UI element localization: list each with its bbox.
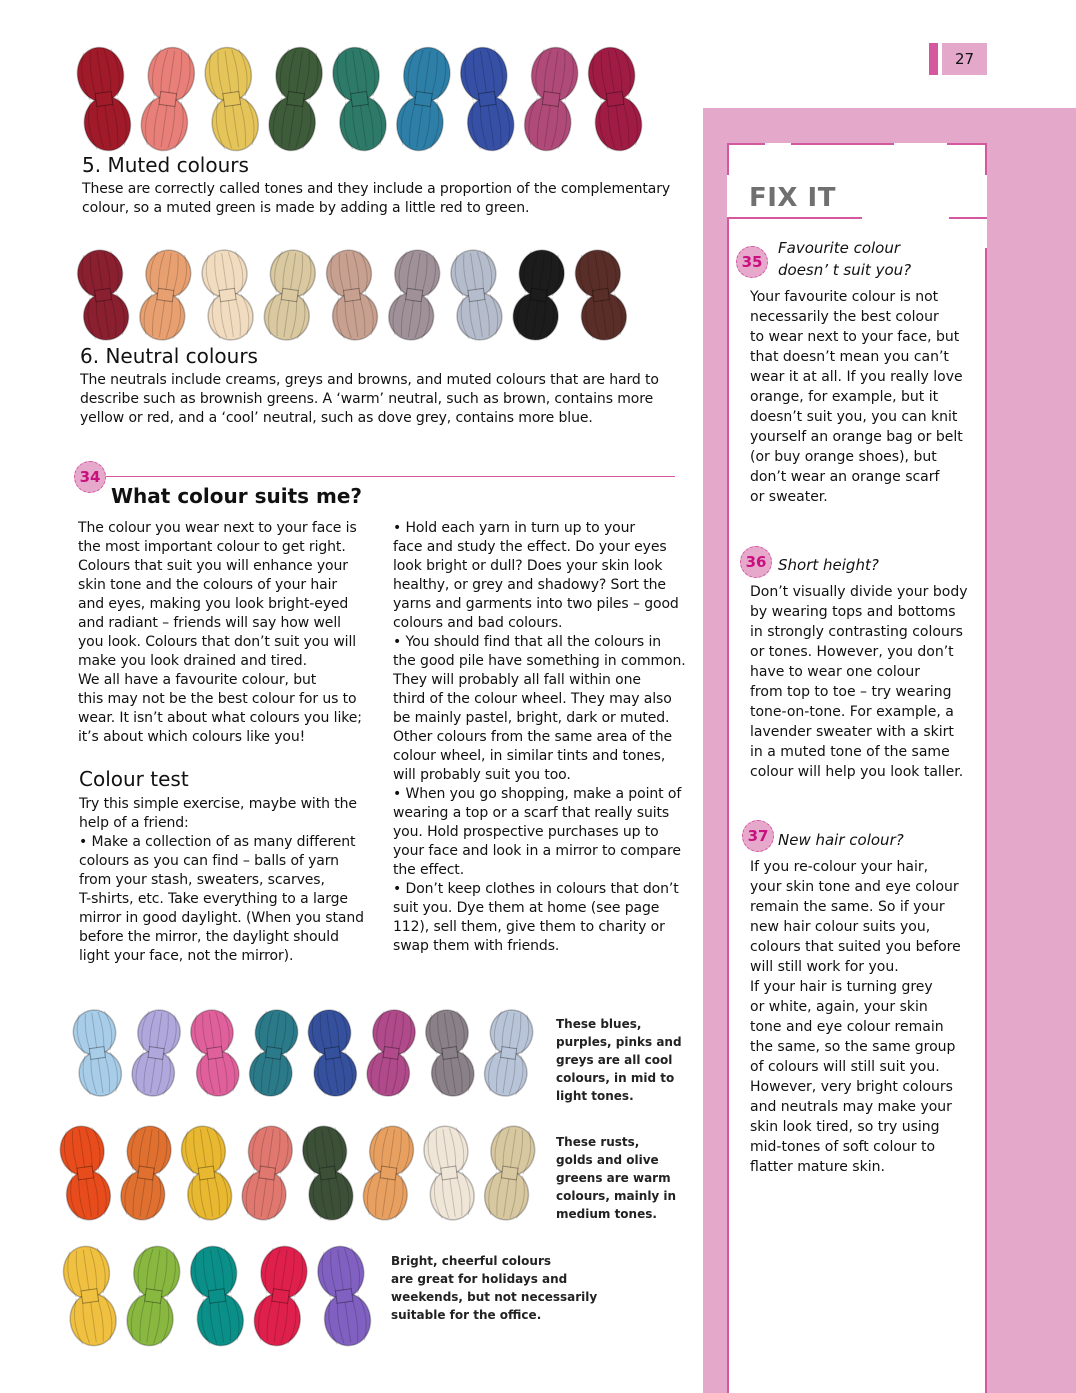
tip-body: Don’t visually divide your body by wearing tops and bottoms in strongly contrasting colours or tones. However, you don’t have to wear one colour from top to toe – try wearing tone-on-tone. For example, a lavender sweater with a skirt in a muted tone of the same colour will help you look taller. [750,584,968,780]
yarn-skein [70,1008,124,1098]
yarn-skein [393,45,453,153]
right-column-body: • Hold each yarn in turn up to your face and study the effect. Do your eyes look bright or dull? Does your skin look healthy, or grey and shadowy? Sort the yarns and garments into two piles – good colours and bad colours. • You should find that all the colours in the good pile have something in common. They will probably all fall within one third of the colour wheel. They may also be mainly pastel, bright, dark or muted. Other colours from the same area of the colour wheel, in similar tints and tones, will probably suit you too. • When you go shopping, make a point of wearing a top or a scarf that really suits you. Hold prospective purchases up to your face and look in a mirror to compare the effect. • Don’t keep clothes in colours that don’t suit you. Dye them at home (see page 112), sell them, give them to charity or swap them with friends. [393,520,686,954]
muted-title: 5. Muted colours [82,153,249,177]
page-number: 27 [942,43,987,75]
tip-number-badge: 36 [740,546,772,578]
section-rule [100,476,675,477]
yarn-skein [585,45,645,153]
yarn-row-neutral [72,248,632,342]
yarn-skein [364,1008,418,1098]
yarn-skein [247,1008,301,1098]
yarn-skein [457,45,517,153]
yarn-row-muted [72,45,647,153]
yarn-skein [74,45,134,153]
tip-title: Favourite colour doesn’ t suit you? [778,239,912,279]
yarn-skein [482,1124,538,1222]
yarn-skein [138,45,198,153]
yarn-skein [572,248,629,342]
yarn-skein [187,1244,246,1348]
yarn-skein [261,248,318,342]
yarn-skein [202,45,262,153]
yarn-skein [266,45,326,153]
tip-body: If you re-colour your hair, your skin tone and eye colour remain the same. So if your new hair colour suits you, colours that suited you before will still work for you. If your hair is turning grey or white, again, your skin tone and eye colour remain the same, so the same group of colours will still suit you. However, very bright colours and neutrals may make your skin look tired, so try using mid-tones of soft colour to flatter mature skin. [750,859,961,1175]
colour-test-heading: Colour test [79,767,189,791]
muted-body: These are correctly called tones and they include a proportion of the complementary colour, so a muted green is made by adding a little red to green. [82,181,671,216]
tip-number-badge: 35 [736,246,768,278]
yarn-skein [178,1124,234,1222]
yarn-skein [423,1008,477,1098]
tip-body: Your favourite colour is not necessarily the best colour to wear next to your face, but that doesn’t mean you can’t wear it at all. If you really love orange, for example, but it doesn’t suit you, you can knit yourself an orange bag or belt (or buy orange shoes), but don’t wear an orange scarf or sweater. [750,289,963,505]
section-title: What colour suits me? [111,484,363,508]
yarn-skein [124,1244,183,1348]
yarn-row-bright [58,1244,376,1348]
left-column-body: The colour you wear next to your face is the most important colour to get right. Colours that suit you will enhance your skin tone and the colours of your hair and eyes, making you look bright-eyed and radiant – friends will say how well you look. Colours that don’t suit you will make you look drained and tired. We all have a favourite colour, but this may not be the best colour for us to wear. It isn’t about what colours you like; it’s about which colours like you! [78,520,362,745]
yarn-skein [421,1124,477,1222]
colour-test-body: Try this simple exercise, maybe with the help of a friend: • Make a collection of as many different colours as you can find – balls of yarn from your stash, sweaters, scarves, T-shirts, etc. Take everything to a large mirror in good daylight. (When you stand before the mirror, the daylight should light your face, not the mirror). [79,796,364,964]
yarn-skein [324,248,381,342]
yarn-skein [199,248,256,342]
yarn-skein [118,1124,174,1222]
yarn-skein [305,1008,359,1098]
yarn-skein [137,248,194,342]
yarn-row-cool [68,1008,538,1098]
yarn-skein [129,1008,183,1098]
yarn-skein [482,1008,536,1098]
yarn-skein [315,1244,374,1348]
yarn-skein [60,1244,119,1348]
yarn-skein [57,1124,113,1222]
yarn-skein [510,248,567,342]
fixit-title: FIX IT [749,183,836,213]
caption-bright: Bright, cheerful colours are great for holidays and weekends, but not necessarily suitable for the office. [391,1254,598,1322]
neutral-title: 6. Neutral colours [80,344,258,368]
yarn-skein [448,248,505,342]
yarn-skein [75,248,132,342]
tip-title: Short height? [778,556,879,574]
yarn-skein [360,1124,416,1222]
yarn-skein [330,45,390,153]
yarn-skein [251,1244,310,1348]
yarn-skein [300,1124,356,1222]
caption-cool: These blues, purples, pinks and greys are all cool colours, in mid to light tones. [556,1017,682,1103]
caption-warm: These rusts, golds and olive greens are warm colours, mainly in medium tones. [556,1135,677,1221]
yarn-row-warm [55,1124,540,1222]
tip-title: New hair colour? [778,831,904,849]
page-number-bar [929,43,938,75]
yarn-skein [239,1124,295,1222]
neutral-body: The neutrals include creams, greys and browns, and muted colours that are hard to describe such as brownish greens. A ‘warm’ neutral, such as brown, contains more yellow or red, and a ‘cool’ neutral, such as dove grey, contains more blue. [80,372,659,426]
tip-number-badge: 37 [742,820,774,852]
tip-number-badge: 34 [74,461,106,493]
yarn-skein [188,1008,242,1098]
yarn-skein [521,45,581,153]
yarn-skein [386,248,443,342]
